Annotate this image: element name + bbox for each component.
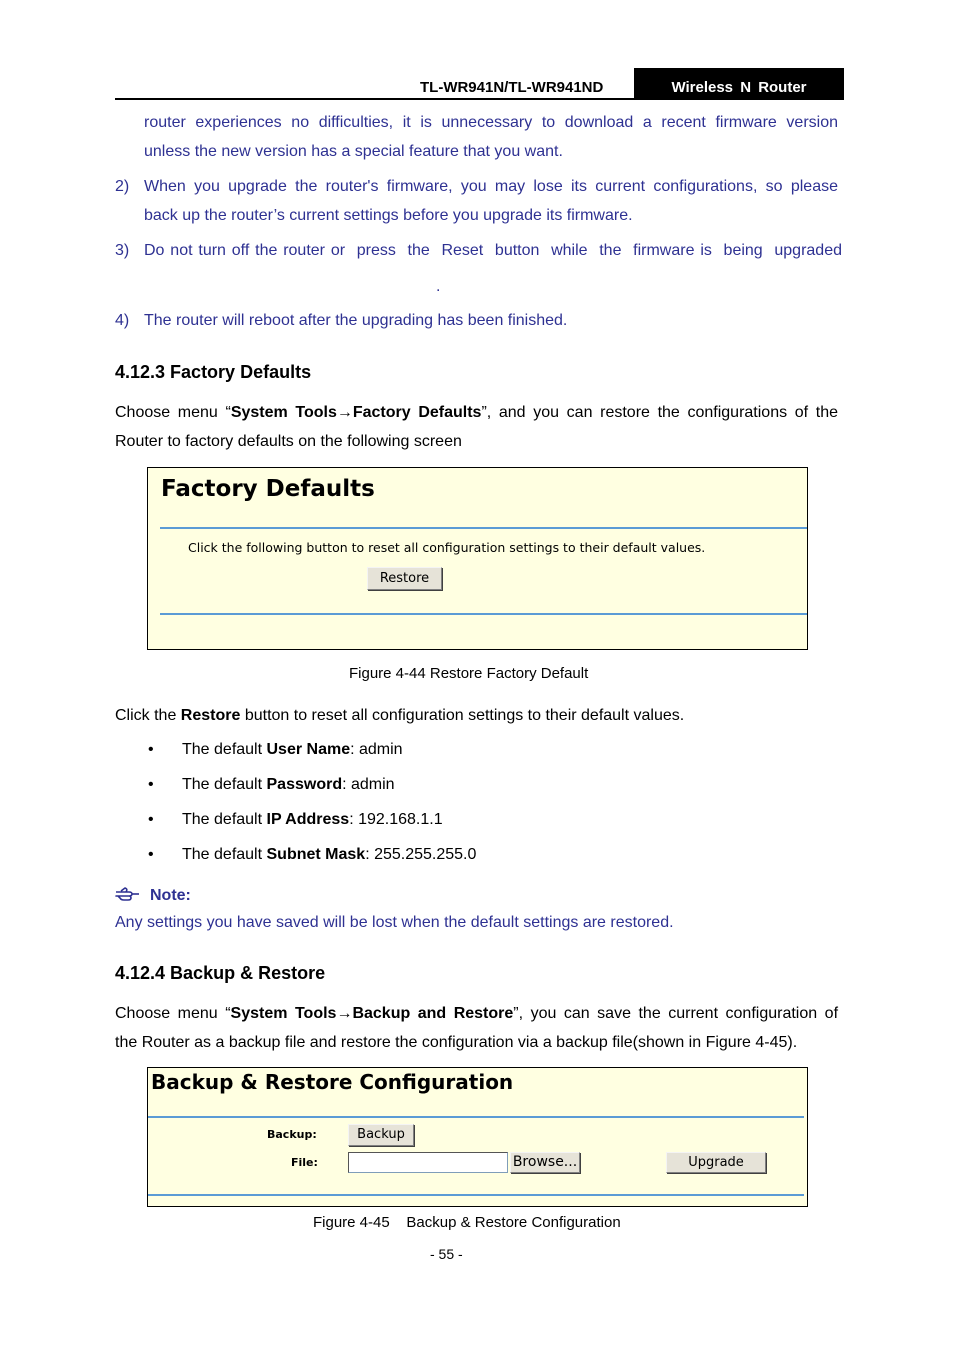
backup-restore-panel (147, 1067, 808, 1207)
list-item: The default IP Address: 192.168.1.1 (182, 811, 443, 828)
note-number: 2) (115, 178, 130, 195)
figure-caption: Figure 4-45 Backup & Restore Configuration (313, 1214, 621, 1231)
intro-line1: router experiences no difficulties, it is unnecessary to download a recent firmware version (144, 114, 838, 131)
section-paragraph-line2: the Router as a backup file and restore the configuration via a backup file(shown in Figure 4-45). (115, 1034, 798, 1051)
file-label: File: (291, 1156, 318, 1169)
intro-line2: unless the new version has a special feature that you want. (144, 143, 563, 160)
pointing-hand-icon (115, 885, 141, 908)
list-item: The default Subnet Mask: 255.255.255.0 (182, 846, 477, 863)
figure-caption: Figure 4-44 Restore Factory Default (349, 665, 589, 682)
panel-title: Backup & Restore Configuration (151, 1070, 514, 1094)
section-paragraph: Choose menu “System Tools→Factory Defaults”, and you can restore the configurations of the (115, 404, 838, 421)
restore-button[interactable]: Restore (367, 567, 442, 590)
panel-title: Factory Defaults (161, 476, 375, 502)
bullet: • (148, 776, 154, 793)
restore-paragraph: Click the Restore button to reset all configuration settings to their default values. (115, 707, 685, 724)
list-item: The default Password: admin (182, 776, 395, 793)
header-model: TL-WR941N/TL-WR941ND (420, 79, 604, 96)
panel-bottom-border (148, 1206, 807, 1207)
note-label: Note: (150, 887, 191, 904)
panel-rule (148, 1194, 804, 1196)
header-rule (115, 98, 844, 100)
bullet: • (148, 811, 154, 828)
note-number: 3) (115, 242, 130, 259)
browse-button[interactable]: Browse... (510, 1152, 580, 1173)
backup-label: Backup: (267, 1128, 317, 1141)
note-line: The router will reboot after the upgrading has been finished. (144, 312, 568, 329)
section-heading: 4.12.3 Factory Defaults (115, 362, 312, 382)
header-product: Wireless N Router (634, 68, 844, 99)
file-input[interactable] (348, 1152, 508, 1173)
section-paragraph: Choose menu “System Tools→Backup and Restore”, you can save the current configuration of (115, 1005, 839, 1022)
panel-description: Click the following button to reset all configuration settings to their default values. (188, 540, 706, 555)
upgrade-button[interactable]: Upgrade (666, 1152, 766, 1173)
note-text: Any settings you have saved will be lost when the default settings are restored. (115, 914, 674, 931)
backup-button[interactable]: Backup (348, 1124, 414, 1146)
note-line: . (436, 278, 441, 295)
bullet: • (148, 846, 154, 863)
section-heading: 4.12.4 Backup & Restore (115, 963, 326, 983)
list-item: The default User Name: admin (182, 741, 403, 758)
panel-rule (148, 1116, 804, 1118)
note-line: Do not turn off the router or press the Reset button while the firmware is being upgraded (144, 242, 842, 259)
note-number: 4) (115, 312, 130, 329)
page-number: - 55 - (430, 1246, 463, 1262)
bullet: • (148, 741, 154, 758)
note-line: When you upgrade the router's firmware, you may lose its current configurations, so please (144, 178, 838, 195)
note-line: back up the router’s current settings before you upgrade its firmware. (144, 207, 633, 224)
section-paragraph-line2: Router to factory defaults on the following screen (115, 433, 462, 450)
factory-defaults-panel (147, 467, 808, 650)
panel-rule (160, 527, 807, 529)
panel-rule (160, 613, 807, 615)
